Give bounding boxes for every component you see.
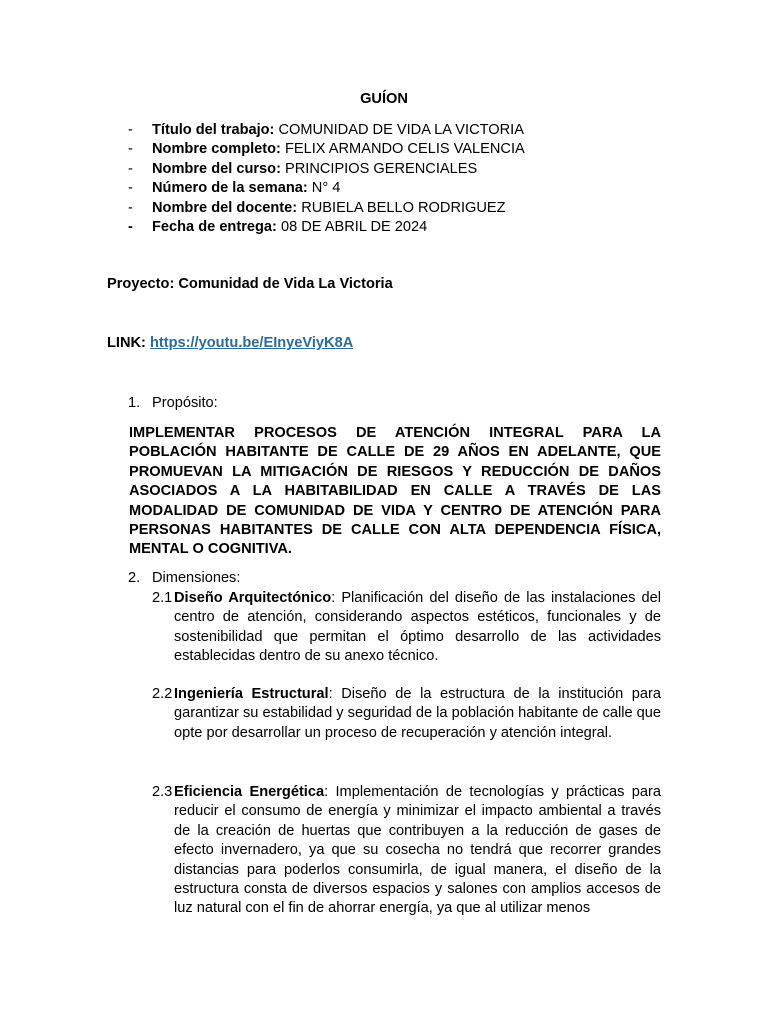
- subsection-number: 2.2: [152, 686, 173, 702]
- subsection-number: 2.3: [152, 784, 173, 800]
- meta-label: Fecha de entrega:: [152, 218, 277, 235]
- meta-item-name: [128, 140, 688, 159]
- subsection-term: Eficiencia Energética: [174, 784, 325, 800]
- subsection-2-1: [152, 589, 661, 667]
- metadata-list: [128, 121, 688, 237]
- subsection-text: [174, 783, 661, 919]
- meta-label: Número de la semana:: [152, 180, 308, 197]
- meta-value: N° 4: [307, 180, 341, 197]
- meta-value: COMUNIDAD DE VIDA LA VICTORIA: [274, 122, 524, 138]
- meta-value: RUBIELA BELLO RODRIGUEZ: [297, 199, 506, 216]
- list-dash: -: [128, 218, 133, 235]
- subsection-term: Diseño Arquitectónico: [174, 590, 332, 606]
- meta-value: FELIX ARMANDO CELIS VALENCIA: [280, 141, 525, 158]
- subsection-term: Ingeniería Estructural: [174, 686, 329, 702]
- meta-item-course: [128, 160, 688, 179]
- subsection-body: : Planificación del diseño de las instalaciones del centro de atención, considerando aspectos estéticos, funcionales y de sostenibilidad que permitan el óptimo desarrollo de las actividades establecidas dentro de su anexo técnico.: [174, 590, 661, 665]
- link-line: [107, 335, 353, 351]
- list-dash: -: [128, 141, 133, 158]
- list-dash: -: [128, 199, 133, 216]
- list-dash: -: [128, 122, 133, 138]
- subsection-2-3: [152, 783, 661, 919]
- subsection-text: [174, 685, 661, 743]
- section-number: 1.: [128, 395, 141, 411]
- meta-item-teacher: [128, 199, 688, 218]
- meta-item-title: [128, 121, 688, 140]
- list-dash: -: [128, 180, 133, 197]
- document-title: GUÍON: [360, 91, 408, 107]
- meta-item-week: [128, 179, 688, 198]
- meta-label: Nombre completo:: [152, 141, 281, 158]
- subsection-body: : Implementación de tecnologías y prácticas para reducir el consumo de energía y minimizar el impacto ambiental a través de la creación de huertas que contribuyen a la reducción de gases de efecto invernadero, ya que su cosecha no tendrá que recorrer grandes distancias para poderlos consumirla, de igual manera, el diseño de la estructura consta de diversos espacios y salones con amplios accesos de luz natural con el fin de ahorrar energía, ya que al utilizar menos: [174, 784, 661, 917]
- section-1-heading: [128, 395, 218, 411]
- subsection-number: 2.1: [152, 590, 173, 606]
- project-heading: Proyecto: Comunidad de Vida La Victoria: [107, 276, 393, 292]
- section-number: 2.: [128, 570, 141, 586]
- list-dash: -: [128, 160, 133, 177]
- section-label: Propósito:: [152, 395, 218, 411]
- link-label: LINK:: [107, 335, 150, 351]
- meta-label: Nombre del docente:: [152, 199, 298, 216]
- subsection-2-2: [152, 685, 661, 743]
- section-2-heading: [128, 570, 240, 586]
- meta-label: Título del trabajo:: [152, 122, 275, 138]
- meta-item-date: [128, 218, 688, 237]
- purpose-text: IMPLEMENTAR PROCESOS DE ATENCIÓN INTEGRAL PARA LA POBLACIÓN HABITANTE DE CALLE DE 29 AÑOS EN ADELANTE, QUE PROMUEVAN LA MITIGACIÓN DE RIESGOS Y REDUCCIÓN DE DAÑOS ASOCIADOS A LA HABITABILIDAD EN CALLE A TRAVÉS DE LAS MODALIDAD DE COMUNIDAD DE VIDA Y CENTRO DE ATENCIÓN PARA PERSONAS HABITANTES DE CALLE CON ALTA DEPENDENCIA FÍSICA, MENTAL O COGNITIVA.: [129, 425, 661, 558]
- subsection-text: [174, 589, 661, 667]
- meta-value: PRINCIPIOS GERENCIALES: [280, 160, 478, 177]
- meta-label: Nombre del curso:: [152, 160, 281, 177]
- section-label: Dimensiones:: [152, 570, 241, 586]
- youtube-link[interactable]: https://youtu.be/EInyeViyK8A: [149, 335, 354, 351]
- subsection-body: : Diseño de la estructura de la institución para garantizar su estabilidad y seguridad de la población habitante de calle que opte por desarrollar un proceso de recuperación y atención integral.: [174, 686, 661, 741]
- meta-value: 08 DE ABRIL DE 2024: [276, 218, 428, 235]
